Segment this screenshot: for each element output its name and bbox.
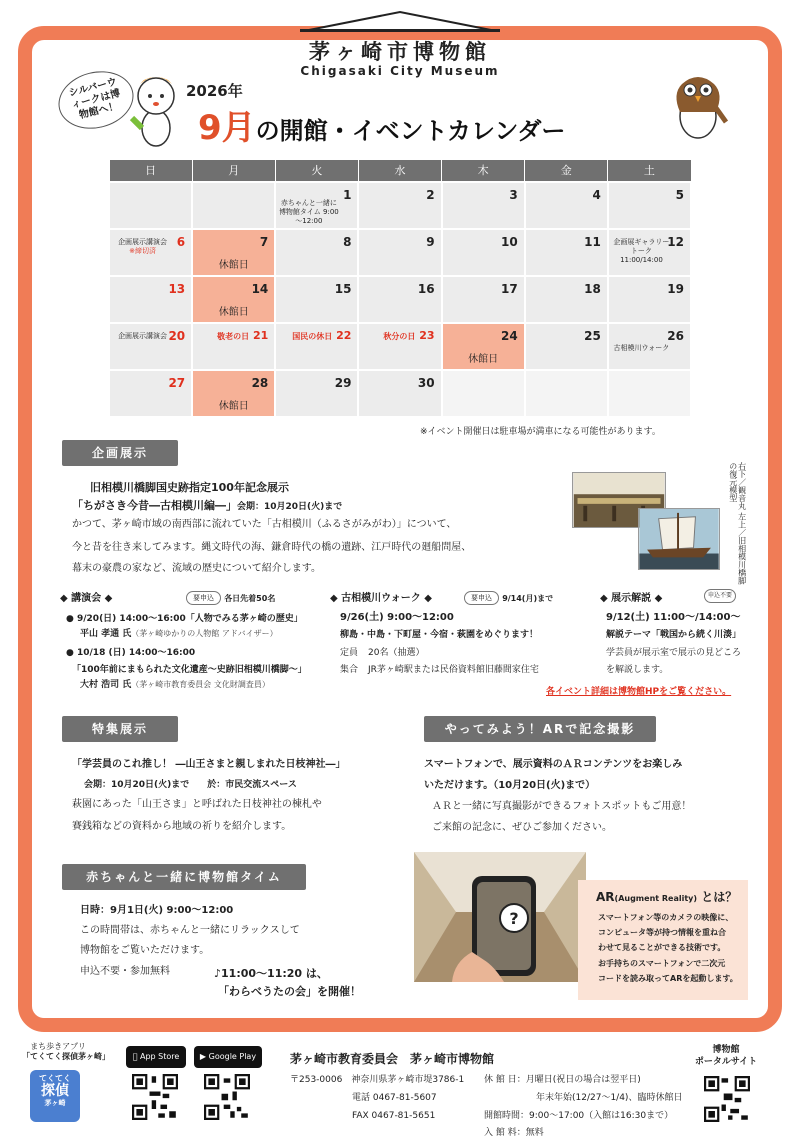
museum-name-en: Chigasaki City Museum [300,64,500,78]
day-number: 30 [417,375,435,390]
lecture-1-person: 平山 孝通 氏 [80,629,132,639]
kikaku-body-2: 今と昔を往き来してみます。縄文時代の海、鎌倉時代の橋の遺跡、江戸時代の廻船問屋、 [72,542,472,553]
footer-closed-2: 年末年始(12/27～1/4)、臨時休館日 [536,1093,683,1103]
day-number: 2 [426,187,435,202]
calendar-day [442,370,525,417]
calendar-day-closed [192,229,275,276]
calendar-day [275,323,358,370]
holiday-day [383,329,434,342]
calendar-day [358,276,441,323]
kikaku-body-3: 幕末の豪農の家など、流域の歴史について紹介します。 [72,563,321,574]
kikaku-body-1: かつて、茅ヶ崎市域の南西部に流れていた「古相模川（ふるさがみがわ）」について、 [72,519,457,530]
footer-tel: 電話 0467-81-5607 [352,1093,437,1103]
day-number: 6 [176,234,186,249]
holiday-name: 秋分の日 [383,331,416,341]
footer-hours [484,1108,673,1125]
day-number: 15 [334,281,352,296]
portal-qr-icon[interactable] [704,1076,750,1122]
ar-box-line-5: コードを読み取ってARを起動します。 [598,973,738,983]
day-number: 10 [501,234,518,249]
tour-badge: 申込不要 [704,589,736,603]
photo-caption: 右下／観音丸 左上／旧相模川橋脚の復元模型 [728,462,747,585]
calendar-day-closed [192,276,275,323]
weekday-tue: 火 [275,160,358,182]
footer-closed [484,1072,641,1089]
museum-name: 茅ヶ崎市博物館 [309,40,491,64]
day-event: 古相模川ウォーク [613,343,670,352]
day-number: 16 [417,281,435,296]
lecture-1-role: （茅ヶ崎ゆかりの人物館 アドバイザー） [131,629,278,638]
app-label [22,1042,110,1063]
event-label: 企画展示講演会 [118,237,168,246]
walk-date: 9/26(土) 9:00～12:00 [340,612,454,623]
tour-badge-row [704,588,736,607]
ar-box-body [598,910,738,986]
weekday-mon: 月 [192,160,275,182]
calendar-day [358,370,441,417]
calendar-day [608,370,691,417]
tokushu-body-2: 賽銭箱などの資料から地域の祈りを紹介します。 [72,821,292,832]
mascot-bird-icon [668,64,728,144]
day-number: 1 [343,187,352,202]
appstore-qr-icon[interactable] [132,1074,178,1120]
app-store-label: App Store [136,1052,176,1061]
footer-org: 茅ヶ崎市教育委員会 茅ヶ崎市博物館 [290,1052,495,1066]
calendar-day [358,229,441,276]
walk-route: 柳島・中島・下町屋・今宿・萩園をめぐります！ [340,630,539,640]
footer-fax: FAX 0467-81-5651 [352,1111,436,1121]
day-number: 17 [501,281,518,296]
ar-box-title-main: AR [596,890,615,904]
lecture-badge-row [186,590,275,609]
ar-body-3: ＡＲと一緒に写真撮影ができるフォトスポットもご用意！ [432,801,692,812]
mascot-left-icon [128,68,184,148]
ar-box-title-sub: (Augment Reality) [614,894,698,903]
lecture-1-date: 9/20(日) 14:00～16:00 [77,614,186,624]
calendar-day [442,276,525,323]
day-event: 赤ちゃんと一緒に博物館タイム 9:00～12:00 [278,198,339,226]
lecture-2-speaker [80,677,270,694]
walk-deadline: 9/14(月)まで [502,594,554,603]
day-number: 7 [259,234,269,249]
title-month: 9月 [198,108,256,148]
weekday-wed: 水 [358,160,441,182]
museum-roof-logo-icon [300,10,500,32]
hp-note-link[interactable]: 各イベント詳細は博物館HPをご覧ください。 [546,687,732,697]
calendar-day [608,182,691,229]
calendar-day [525,276,608,323]
footer-closed-value: 月曜日(祝日の場合は翌平日) [525,1075,641,1085]
day-number: 28 [251,375,269,390]
baby-body-2: 博物館をご覧いただけます。 [80,945,210,956]
day-number: 20 [168,328,186,343]
calendar-day-closed [192,370,275,417]
year: 2026年 [186,82,243,100]
calendar-day [109,182,192,229]
section-header-baby: 赤ちゃんと一緒に博物館タイム [62,864,306,890]
calendar-day [109,276,192,323]
googleplay-qr-icon[interactable] [204,1074,250,1120]
portal-label-1: 博物館 [712,1045,740,1055]
day-number: 12 [667,234,684,249]
closed-label: 休館日 [218,259,249,271]
event-note: ※締切済 [129,246,156,255]
lecture-2-role: （茅ヶ崎市教育委員会 文化財調査員） [131,680,270,689]
walk-meet [340,662,539,679]
google-play-badge[interactable]: ▶ Google Play [194,1046,262,1068]
tekuteku-app-icon[interactable] [30,1070,80,1122]
baby-body-1: この時間帯は、赤ちゃんと一緒にリラックスして [80,925,300,936]
holiday-name: 国民の休日 [292,331,333,341]
walk-capacity-value: 20名（抽選） [368,648,425,658]
day-number: 21 [252,328,269,342]
google-play-label: Google Play [208,1052,257,1061]
parking-note: ※イベント開催日は駐車場が満車になる可能性があります。 [420,427,661,437]
footer-hours-label: 開館時間： [484,1111,530,1121]
day-number: 22 [336,328,352,342]
walk-badge-row [464,590,553,609]
ar-box-line-4: お手持ちのスマートフォンで二次元 [598,958,726,968]
tour-date: 9/12(土) 11:00～/14:00～ [606,612,741,623]
calendar-day [109,229,192,276]
title-rest: の開館・イベントカレンダー [255,117,566,145]
lecture-2-title: 「100年前にまもられた文化遺産～史跡旧相模川橋脚～」 [72,665,307,675]
calendar-day [358,182,441,229]
calendar-day [275,229,358,276]
footer-fee-label: 入 館 料： [484,1128,526,1138]
footer-zip: 〒253-0006 [290,1075,343,1085]
lecture-2: ● 10/18 (日) 14:00～16:00 [66,648,196,658]
app-logo-1: てくてく [39,1074,71,1083]
footer-hours-value: 9:00～17:00（入館は16:30まで） [529,1111,674,1121]
footer-fee [484,1125,544,1142]
calendar-day [525,229,608,276]
kikaku-subtitle: 旧相模川橋脚国史跡指定100年記念展示 [90,481,289,494]
tour-theme: 解説テーマ「戦国から続く川湊」 [606,630,742,640]
calendar-day [525,370,608,417]
svg-text:?: ? [509,909,519,928]
app-logo-2: 探偵 [41,1083,69,1100]
tour-body-1: 学芸員が展示室で展示の見どころ [606,648,742,658]
day-number: 9 [426,234,435,249]
day-number: 5 [675,187,684,202]
lecture-title: ◆ 講演会 ◆ [60,593,113,604]
day-event: 企画展示講演会 [118,331,168,340]
app-store-badge[interactable] [126,1046,186,1068]
holiday-day [292,329,351,342]
lecture-capacity: 各日先着50名 [224,594,276,603]
ar-box-line-3: わせて見ることができる技術です。 [598,943,726,953]
calendar-day [358,323,441,370]
calendar-day [442,229,525,276]
day-number: 29 [334,375,352,390]
closed-label: 休館日 [218,400,249,412]
tour-body-2: を解説します。 [606,665,669,675]
app-logo-3: 茅ヶ崎 [44,1099,66,1108]
tokushu-place: 於：市民交流スペース [207,780,297,790]
section-header-kikaku: 企画展示 [62,440,178,466]
calendar-day [192,323,275,370]
calendar-day [109,370,192,417]
lecture-2-date: 10/18 (日) 14:00～16:00 [77,648,196,658]
calendar-day [192,182,275,229]
footer-closed-label: 休 館 日： [484,1075,526,1085]
day-number: 24 [501,328,518,343]
day-number: 14 [251,281,269,296]
day-number: 18 [584,281,601,296]
lecture-1: ● 9/20(日) 14:00～16:00「人物でみる茅ヶ崎の歴史」 [66,614,303,624]
footer-addr: 神奈川県茅ヶ崎市堤3786-1 [351,1075,465,1085]
lecture-1-speaker [80,626,278,643]
tokushu-period: 会期：10月20日(火)まで [84,780,190,790]
calendar-day [442,182,525,229]
day-number: 11 [584,234,601,249]
holiday-day [217,329,268,342]
day-number: 23 [419,328,435,342]
weekday-sun: 日 [109,160,192,182]
walk-capacity-label: 定員 [340,648,359,658]
calendar-day [608,229,691,276]
tokushu-title: 「学芸員のこれ推し！ ―山王さまと親しまれた日枝神社―」 [72,759,346,770]
weekday-thu: 木 [442,160,525,182]
walk-badge: 要申込 [464,591,499,605]
app-label-2: 「てくてく探偵茅ヶ崎」 [22,1052,110,1062]
kikaku-period: 会期：10月20日(火)まで [237,502,343,512]
day-event [112,238,173,257]
day-number: 8 [343,234,352,249]
ar-box-title-end: とは？ [697,890,738,904]
walk-meet-value: JR茅ヶ崎駅または民俗資料館旧藤間家住宅 [368,665,539,675]
day-number: 27 [168,375,186,390]
day-number: 19 [667,281,684,296]
section-header-tokushu: 特集展示 [62,716,178,742]
ship-model-photo [638,508,720,570]
portal-label [686,1044,766,1068]
lecture-2-person: 大村 浩司 氏 [80,680,132,690]
app-label-1: まち歩きアプリ [30,1042,86,1051]
baby-free: 申込不要・参加無料 [80,966,170,977]
baby-song-1: ♪11:00～11:20 は、 [214,967,328,980]
calendar-day [275,276,358,323]
ar-body-4: ご来館の記念に、ぜひご参加ください。 [432,822,612,833]
lecture-1-title: 「人物でみる茅ヶ崎の歴史」 [185,614,303,624]
page-title [198,100,565,149]
calendar-day [608,323,691,370]
calendar-day [275,370,358,417]
closed-label: 休館日 [468,353,499,365]
day-number: 13 [168,281,186,296]
calendar-day [275,182,358,229]
ar-box-line-2: コンピュータ等が持つ情報を重ね合 [598,928,726,938]
bubble-text: シルバーウィークは博物館へ！ [67,76,122,122]
lecture-badge: 要申込 [186,591,221,605]
day-number: 3 [509,187,518,202]
calendar-day-closed [442,323,525,370]
walk-capacity [340,645,424,662]
baby-date: 日時：9月1日(火) 9:00～12:00 [80,905,234,916]
calendar-day [608,276,691,323]
kikaku-title: 「ちがさき今昔―古相模川編―」 [72,499,237,512]
walk-meet-label: 集合 [340,665,359,675]
calendar-day [525,323,608,370]
walk-title: ◆ 古相模川ウォーク ◆ [330,593,432,604]
footer-address [290,1072,464,1089]
weekday-fri: 金 [525,160,608,182]
ar-photo [414,852,586,982]
ar-body-1: スマートフォンで、展示資料のＡＲコンテンツをお楽しみ [424,759,683,770]
event-calendar [108,159,692,418]
day-event: 企画展ギャラリートーク 11:00/14:00 [613,237,670,265]
section-header-ar: やってみよう！ARで記念撮影 [424,716,656,742]
ar-box-line-1: スマートフォン等のカメラの映像に、 [598,913,734,922]
ar-body-2: いただけます。（10月20日(火)まで） [424,780,596,791]
tokushu-body-1: 萩園にあった「山王さま」と呼ばれた日枝神社の棟札や [72,799,322,810]
day-number: 26 [667,328,684,343]
calendar-day [525,182,608,229]
ar-box-title [596,886,737,908]
day-number: 25 [584,328,601,343]
kikaku-title-line [72,496,342,516]
day-number: 4 [592,187,601,202]
tour-title: ◆ 展示解説 ◆ [600,593,663,604]
footer-fee-value: 無料 [525,1128,544,1138]
weekday-sat: 土 [608,160,691,182]
holiday-name: 敬老の日 [217,331,250,341]
portal-label-2: ポータルサイト [694,1057,758,1068]
closed-label: 休館日 [218,306,249,318]
baby-song-2: 「わらべうたの会」を開催！ [218,985,361,998]
tokushu-period-row [84,777,297,794]
calendar-day [109,323,192,370]
